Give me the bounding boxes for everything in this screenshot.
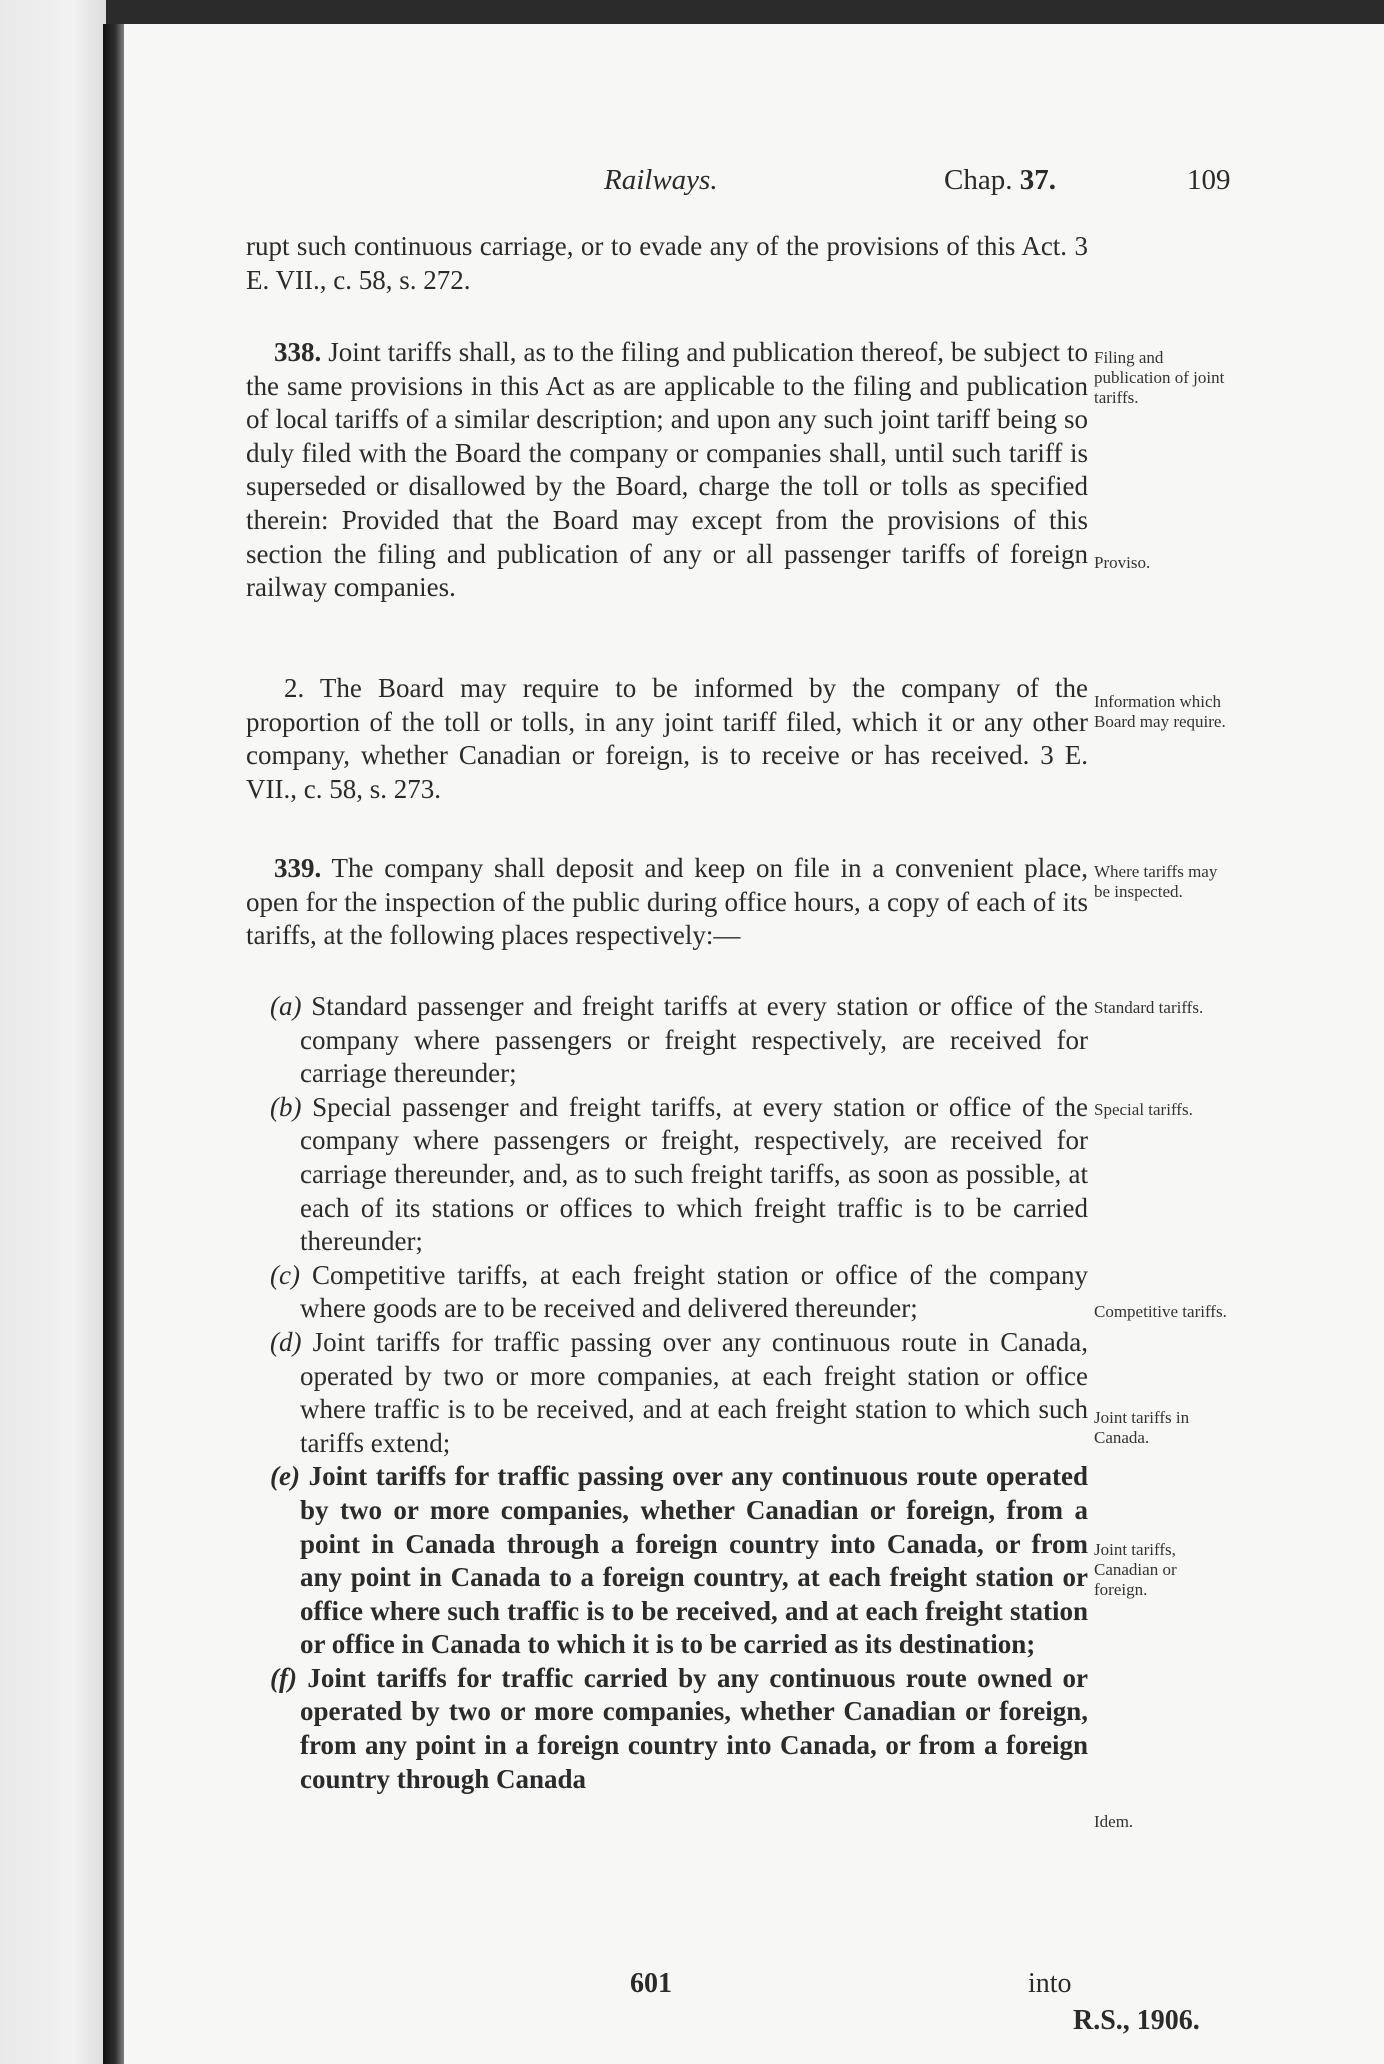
item-label: (b) xyxy=(270,1091,302,1122)
item-label: (d) xyxy=(270,1326,302,1357)
running-head: Railways. xyxy=(604,164,718,196)
item-text: Joint tariffs for traffic passing over any continuous route in Canada, operated by two or more companies, at each freight station or office where traffic is to be received, and at each freight station to which such tariffs extend; xyxy=(300,1326,1089,1458)
page-number: 109 xyxy=(1187,164,1231,196)
section-338-subsection-2: 2. The Board may require to be informed by the company of the proportion of the toll or tolls, in any joint tariff filed, which it or any other company, whether Canadian or foreign, is to receive or has received. 3 E. VII., c. 58, s. 273. xyxy=(246,673,1088,804)
item-text: Standard passenger and freight tariffs at every station or office of the company where passengers or freight respectively, are received for carriage thereunder; xyxy=(300,991,1088,1089)
footer-folio: 601 xyxy=(630,1968,672,1999)
marginal-note-idem: Idem. xyxy=(1094,1812,1134,1831)
list-item xyxy=(270,1091,1088,1259)
continuation-paragraph: rupt such continuous carriage, or to evade any of the provisions of this Act. 3 E. VII., c. 58, s. 272. xyxy=(246,231,1088,295)
section-text: The company shall deposit and keep on file in a convenient place, open for the inspection of the public during office hours, a copy of each of its tariffs, at the following places respectively:— xyxy=(246,853,1088,951)
chapter-heading xyxy=(944,164,1056,197)
section-number: 339. xyxy=(274,853,322,883)
item-label: (e) xyxy=(270,1461,300,1492)
list-item xyxy=(270,1259,1088,1326)
item-text: Special passenger and freight tariffs, at every station or office of the company where passengers or freight, respectively, are received for carriage thereunder, and, as to such freight tariffs, as soon as possible, at each of its stations or offices to which freight traffic is to be carried thereunder; xyxy=(300,1091,1089,1257)
facing-page-margin xyxy=(0,0,106,2064)
section-number: 338. xyxy=(274,337,322,367)
item-text: Joint tariffs for traffic passing over any continuous route operated by two or more companies, whether Canadian or foreign, from a point in Canada through a foreign country into Canada, or from any point in Canada to a foreign country, at each freight station or office where such traffic is to be received, and at each freight station or office in Canada to which it is to be carried as its destination; xyxy=(300,1461,1088,1660)
item-label: (c) xyxy=(270,1259,300,1290)
marginal-note-proviso: Proviso. xyxy=(1094,553,1151,572)
item-text: Competitive tariffs, at each freight station or office of the company where goods are to be received and delivered thereunder; xyxy=(300,1259,1088,1324)
section-text: Joint tariffs shall, as to the filing and publication thereof, be subject to the same provisions in this Act as are applicable to the filing and publication of local tariffs of a similar description; and upon any such joint tariff being so duly filed with the Board the company or companies shall, until such tariff is superseded or disallowed by the Board, charge the toll or tolls as specified therein: Provided that the Board may except from the provisions of this section the filing and publication of any or all passenger tariffs of foreign railway companies. xyxy=(246,337,1088,603)
item-label: (a) xyxy=(270,991,302,1021)
catchword: into xyxy=(1028,1968,1072,1999)
section-338-paragraph xyxy=(246,336,1088,605)
section-339-paragraph xyxy=(246,852,1088,953)
tariff-places-list xyxy=(270,990,1088,1796)
marginal-note-joint-canada: Joint tariffs in Canada. xyxy=(1094,1408,1190,1447)
marginal-note-special: Special tariffs. xyxy=(1094,1100,1193,1119)
chapter-label: Chap. xyxy=(944,164,1013,196)
chapter-number: 37. xyxy=(1019,164,1056,196)
list-item xyxy=(270,990,1088,1091)
marginal-note-competitive: Competitive tariffs. xyxy=(1094,1302,1227,1321)
footer-citation: R.S., 1906. xyxy=(1073,2005,1200,2036)
list-item xyxy=(270,1326,1088,1460)
marginal-note-joint-foreign: Joint tariffs, Canadian or foreign. xyxy=(1094,1540,1177,1599)
marginal-note-where-inspected: Where tariffs may be inspected. xyxy=(1094,862,1218,901)
item-text: Joint tariffs for traffic carried by any continuous route owned or operated by two or more companies, whether Canadian or foreign, from any point in a foreign country into Canada, or from a foreign country through Canada xyxy=(300,1662,1088,1794)
list-item xyxy=(270,1460,1088,1662)
book-binding-gutter xyxy=(103,24,125,2064)
marginal-note-information: Information which Board may require. xyxy=(1094,692,1226,731)
marginal-note-filing: Filing and publication of joint tariffs. xyxy=(1094,348,1225,407)
marginal-note-standard: Standard tariffs. xyxy=(1094,998,1204,1017)
item-label: (f) xyxy=(270,1662,297,1693)
list-item xyxy=(270,1662,1088,1796)
